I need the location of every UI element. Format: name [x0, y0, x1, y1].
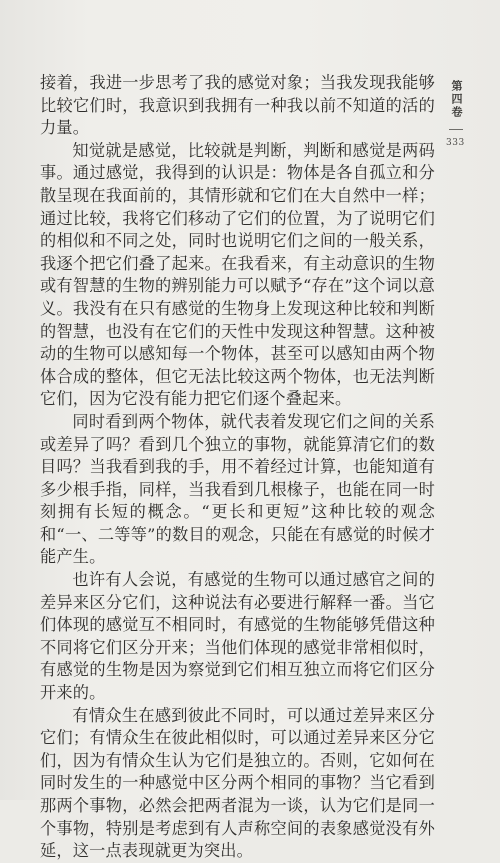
paragraph-3: 同时看到两个物体，就代表着发现它们之间的关系或差异了吗？看到几个独立的事物，就能算清它们的数目吗？当我看到我的手，用不着经过计算，也能知道有多少根手指，同样，当我看到几根椽子，也能在同一时刻拥有长短的概念。“更长和更短”这种比较的观念和“一、二等等”的数目的观念，只能在有感觉的时候才能产生。 [40, 411, 435, 567]
main-text-column [40, 72, 435, 863]
header-rule [449, 129, 463, 130]
paragraph-5: 有情众生在感到彼此不同时，可以通过差异来区分它们；有情众生在彼此相似时，可以通过差异来区分它们，因为有情众生认为它们是独立的。否则，它如何在同时发生的一种感觉中区分两个相同的事物？当它看到那两个事物，必然会把两者混为一谈，认为它们是同一个事物，特别是考虑到有人声称空间的表象感觉没有外延，这一点表现就更为突出。 [40, 705, 435, 861]
running-header [448, 80, 464, 148]
volume-label: 第四卷 [450, 80, 463, 119]
paragraph-1: 接着，我进一步思考了我的感觉对象；当我发现我能够比较它们时，我意识到我拥有一种我以前不知道的活的力量。 [40, 73, 435, 138]
paragraph-4: 也许有人会说，有感觉的生物可以通过感官之间的差异来区分它们，这种说法有必要进行解释一番。当它们体现的感觉互不相同时，有感觉的生物能够凭借这种不同将它们区分开来；当他们体现的感觉非常相似时，有感觉的生物是因为察觉到它们相互独立而将它们区分开来的。 [40, 570, 435, 703]
paragraph-2: 知觉就是感觉，比较就是判断，判断和感觉是两码事。通过感觉，我得到的认识是：物体是各自孤立和分散呈现在我面前的，其情形就和它们在大自然中一样；通过比较，我将它们移动了它们的位置，为了说明它们的相似和不同之处，同时也说明它们之间的一般关系，我逐个把它们叠了起来。在我看来，有主动意识的生物或有智慧的生物的辨别能力可以赋予“存在”这个词以意义。我没有在只有感觉的生物身上发现这种比较和判断的智慧，也没有在它们的天性中发现这种智慧。这种被动的生物可以感知每一个物体，甚至可以感知由两个物体合成的整体，但它无法比较这两个物体，也无法判断它们，因为它没有能力把它们逐个叠起来。 [40, 140, 435, 409]
page-number: 333 [446, 138, 465, 148]
